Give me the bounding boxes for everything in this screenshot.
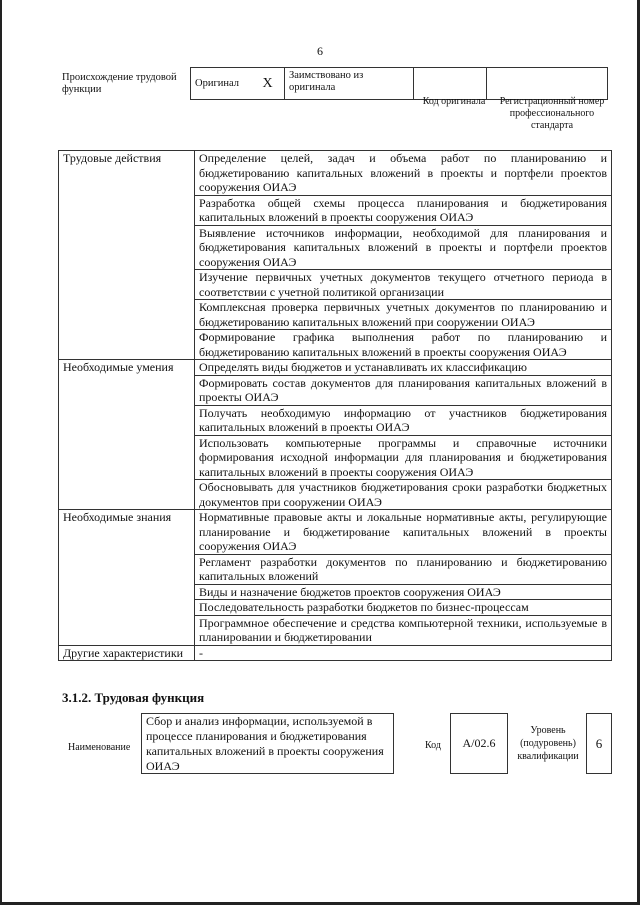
table-cell: Изучение первичных учетных документов текущего отчетного периода в соответствии с учетной политикой организации: [195, 270, 612, 300]
original-mark: X: [251, 68, 285, 100]
table-row: [59, 645, 612, 661]
original-label: Оригинал: [191, 68, 252, 100]
regnum-cell: [487, 68, 608, 100]
table-cell: Использовать компьютерные программы и справочные источники формирования исходной информации для планирования и бюджетирования капитальных вложений в проекты сооружения ОИАЭ: [195, 435, 612, 480]
function-name-label: Наименование: [68, 742, 131, 753]
table-row: [59, 151, 612, 196]
table-cell: Виды и назначение бюджетов проектов сооружения ОИАЭ: [195, 584, 612, 600]
table-cell: Обосновывать для участников бюджетирования сроки разработки бюджетных документов при сооружении ОИАЭ: [195, 480, 612, 510]
table-cell: Определение целей, задач и объема работ по планированию и бюджетированию капитальных вложений в проекты и портфели проектов сооружения ОИАЭ: [195, 151, 612, 196]
table-row: [59, 360, 612, 376]
category-required-skills: Необходимые умения: [59, 360, 195, 510]
page-number: 6: [317, 44, 323, 58]
table-cell: -: [195, 645, 612, 661]
section-title: 3.1.2. Трудовая функция: [62, 690, 205, 705]
function-code-box: A/02.6: [450, 713, 508, 774]
table-cell: Формирование графика выполнения работ по планированию и бюджетированию капитальных вложений в проекты сооружения ОИАЭ: [195, 330, 612, 360]
category-required-knowledge: Необходимые знания: [59, 510, 195, 646]
table-cell: Регламент разработки документов по планированию и бюджетированию капитальных вложений: [195, 554, 612, 584]
table-cell: Программное обеспечение и средства компьютерной техники, используемые в планировании и бюджетировании: [195, 615, 612, 645]
category-labor-actions: Трудовые действия: [59, 151, 195, 360]
table-cell: Выявление источников информации, необходимой для планирования и бюджетирования капитальных вложений в проекты и портфели проектов сооружения ОИАЭ: [195, 225, 612, 270]
function-code-label: Код: [425, 740, 441, 751]
function-characteristics-table: [58, 150, 612, 661]
table-cell: Разработка общей схемы процесса планирования и бюджетирования капитальных вложений в проекты сооружения ОИАЭ: [195, 195, 612, 225]
page-border-left: [0, 0, 2, 905]
code-caption: Код оригинала: [422, 96, 486, 107]
function-name-box: Сбор и анализ информации, используемой в процессе планирования и бюджетирования капитальных вложений в проекты сооружения ОИАЭ: [141, 713, 394, 774]
category-other-characteristics: Другие характеристики: [59, 645, 195, 661]
table-cell: Последовательность разработки бюджетов по бизнес-процессам: [195, 600, 612, 616]
original-code-cell: [414, 68, 487, 100]
table-cell: Нормативные правовые акты и локальные нормативные акты, регулирующие планирование и бюджетирование капитальных вложений в проекты сооружения ОИАЭ: [195, 510, 612, 555]
qualification-level-box: 6: [586, 713, 612, 774]
qualification-level-label: Уровень (подуровень) квалификации: [517, 725, 579, 762]
table-cell: Определять виды бюджетов и устанавливать их классификацию: [195, 360, 612, 376]
table-cell: Комплексная проверка первичных учетных документов по планированию и бюджетированию капитальных вложений при сооружении ОИАЭ: [195, 300, 612, 330]
table-row: [59, 510, 612, 555]
borrowed-label: Заимствовано из оригинала: [285, 68, 414, 100]
table-cell: Получать необходимую информацию от участников бюджетирования капитальных вложений в проекты ОИАЭ: [195, 405, 612, 435]
table-cell: Формировать состав документов для планирования капитальных вложений в проекты ОИАЭ: [195, 375, 612, 405]
regnum-caption: Регистрационный номер профессионального стандарта: [499, 96, 605, 131]
origin-label: Происхождение трудовой функции: [62, 72, 177, 95]
